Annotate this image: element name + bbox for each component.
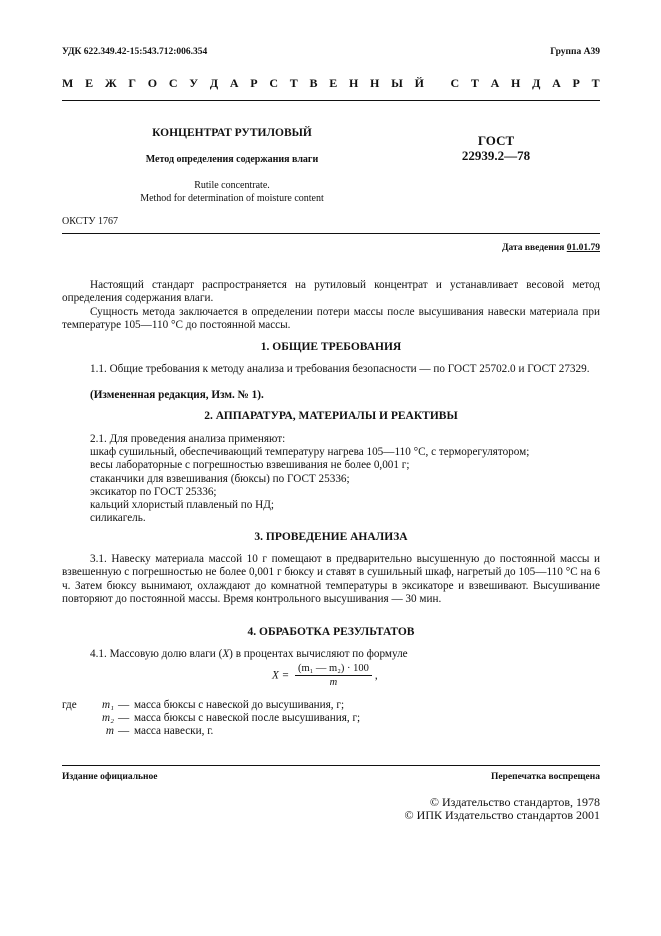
- variable-x: X: [222, 648, 230, 660]
- section-3-paragraph: 3.1. Навеску материала массой 10 г помещают в предварительно высушенную до постоянной массы и взвешенную с погрешностью не более 0,001 г бюксу и ставят в сушильный шкаф, нагретый до 105—110 °С на 6 ч. Затем бюксу вынимают, охлаждают до комнатной температуры в эксикаторе и взвешивают. Высушивание повторяют до постоянной массы. Время контрольного высушивания — 30 мин.: [62, 553, 600, 605]
- heading-letter: Н: [370, 76, 380, 90]
- heading-letter: Т: [470, 76, 479, 90]
- group-code: Группа А39: [550, 47, 600, 57]
- okstu-code: ОКСТУ 1767: [62, 216, 119, 227]
- intro-paragraph-1: Настоящий стандарт распространяется на рутиловый концентрат и устанавливает весовой метод определения содержания влаги.: [62, 279, 600, 305]
- heading-letter: Ж: [104, 76, 117, 90]
- heading-letter: Н: [348, 76, 359, 90]
- definition-dash: —: [118, 725, 130, 737]
- list-item: шкаф сушильный, обеспечивающий температуру нагрева 105—110 °С, с терморегулятором;: [90, 446, 530, 458]
- equipment-list: [62, 446, 600, 526]
- definition-symbol: m₁: [102, 699, 114, 711]
- udk-code: УДК 622.349.42-15:543.712:006.354: [62, 47, 208, 57]
- moisture-formula: [272, 663, 378, 688]
- formula-fraction: [295, 663, 372, 688]
- definition-text: масса бюксы с навеской до высушивания, г;: [134, 699, 345, 711]
- heading-letter: Р: [572, 76, 580, 90]
- copyright-1978: © Издательство стандартов, 1978: [429, 795, 600, 809]
- heading-letter: Н: [511, 76, 521, 90]
- heading-letter: С: [269, 76, 278, 90]
- doc-title: КОНЦЕНТРАТ РУТИЛОВЫЙ: [152, 127, 312, 139]
- heading-letter: О: [147, 76, 158, 90]
- heading-letter: А: [229, 76, 239, 90]
- section-4-lead: 4.1. Массовую долю влаги (X) в процентах вычисляют по формуле: [90, 648, 408, 660]
- section-1-amendment-note: (Измененная редакция, Изм. № 1).: [90, 389, 264, 401]
- heading-letter: А: [490, 76, 500, 90]
- section-2-title: 2. АППАРАТУРА, МАТЕРИАЛЫ И РЕАКТИВЫ: [204, 410, 458, 422]
- section-4-title: 4. ОБРАБОТКА РЕЗУЛЬТАТОВ: [247, 626, 415, 638]
- reprint-prohibited: Перепечатка воспрещена: [490, 772, 600, 782]
- section-3-title: 3. ПРОВЕДЕНИЕ АНАЛИЗА: [254, 531, 408, 543]
- heading-letter: Ы: [391, 76, 403, 90]
- footer-rule: [62, 765, 600, 766]
- official-edition: Издание официальное: [62, 772, 158, 782]
- list-item: силикагель.: [90, 512, 146, 525]
- heading-letter: С: [450, 76, 460, 90]
- heading-letter: А: [552, 76, 561, 90]
- list-item: эксикатор по ГОСТ 25336;: [90, 485, 217, 498]
- intro-paragraph-2: Сущность метода заключается в определении потери массы после высушивания навески материала при температуре 105—110 °С до постоянной массы.: [62, 306, 600, 332]
- list-item: кальций хлористый плавленый по НД;: [90, 499, 274, 512]
- list-item: стаканчики для взвешивания (бюксы) по ГОСТ 25336;: [90, 472, 350, 485]
- heading-letter: Т: [591, 76, 600, 90]
- definition-row: [62, 712, 600, 725]
- heading-letter: М: [62, 76, 74, 90]
- definition-text: масса навески, г.: [134, 725, 214, 737]
- definition-symbol: m: [105, 725, 114, 737]
- heading-letter: [436, 76, 439, 91]
- heading-letter: Й: [414, 76, 424, 90]
- list-item: весы лабораторные с погрешностью взвешивания не более 0,001 г;: [90, 459, 410, 472]
- heading-letter: В: [309, 76, 318, 90]
- definition-dash: —: [118, 712, 130, 724]
- interstate-standard-heading: [62, 76, 600, 91]
- section-1-paragraph: 1.1. Общие требования к методу анализа и требования безопасности — по ГОСТ 25702.0 и ГОСТ 27329.: [90, 363, 590, 375]
- heading-letter: Т: [289, 76, 298, 90]
- gost-number: 22939.2—78: [461, 148, 531, 163]
- section-2-lead: 2.1. Для проведения анализа применяют:: [90, 433, 286, 445]
- header-rule: [62, 100, 600, 101]
- section-1-title: 1. ОБЩИЕ ТРЕБОВАНИЯ: [260, 341, 402, 353]
- heading-letter: Р: [250, 76, 258, 90]
- heading-letter: С: [168, 76, 178, 90]
- doc-subtitle: Метод определения содержания влаги: [145, 154, 319, 165]
- heading-letter: Е: [329, 76, 338, 90]
- doc-title-en-2: Method for determination of moisture content: [140, 193, 324, 204]
- title-rule: [62, 233, 600, 234]
- definition-symbol: m₂: [102, 712, 114, 724]
- heading-letter: У: [189, 76, 199, 90]
- formula-numerator: (m₁ — m₂) · 100: [295, 663, 372, 676]
- formula-lhs: X =: [272, 669, 290, 682]
- definition-dash: —: [118, 699, 130, 711]
- formula-tail: ,: [374, 669, 378, 682]
- gost-label: ГОСТ: [477, 133, 515, 148]
- definition-row: [62, 699, 600, 712]
- where-word: где: [62, 699, 77, 711]
- doc-title-en-1: Rutile concentrate.: [194, 180, 270, 191]
- definition-text: масса бюксы с навеской после высушивания, г;: [134, 712, 361, 724]
- definition-row: [62, 725, 600, 738]
- effective-date-value: 01.01.79: [566, 243, 600, 253]
- effective-date: [502, 243, 600, 253]
- formula-definitions: [62, 699, 600, 738]
- copyright-2001: © ИПК Издательство стандартов 2001: [404, 808, 600, 822]
- heading-letter: Д: [209, 76, 219, 90]
- heading-letter: Д: [532, 76, 541, 90]
- formula-denominator: m: [329, 677, 338, 688]
- effective-date-label: Дата введения: [501, 243, 565, 253]
- heading-letter: Г: [128, 76, 137, 90]
- heading-letter: Е: [85, 76, 94, 90]
